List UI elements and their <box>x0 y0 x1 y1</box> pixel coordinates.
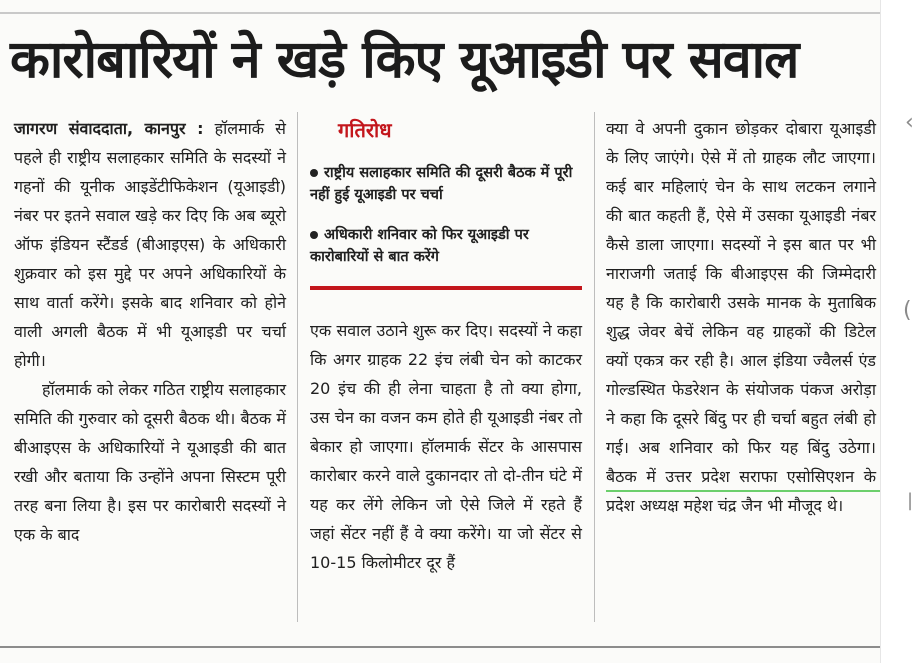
sidebar-red-rule <box>310 286 582 290</box>
bullet-icon <box>310 231 318 239</box>
byline: जागरण संवाददाता, कानपुर : <box>14 119 204 138</box>
article-column-3 <box>606 114 876 520</box>
headline: कारोबारियों ने खड़े किए यूआइडी पर सवाल <box>10 30 799 90</box>
article-column-1 <box>14 114 286 549</box>
sidebar-item-text: राष्ट्रीय सलाहकार समिति की दूसरी बैठक में पूरी नहीं हुई यूआइडी पर चर्चा <box>310 165 573 203</box>
paragraph-1-text: हॉलमार्क से पहले ही राष्ट्रीय सलाहकार समिति के सदस्यों ने गहनों की यूनीक आइडेंटीफिकेशन (यूआइडी) नंबर पर इतने सवाल खड़े कर दिए कि अब ब्यूरो ऑफ इंडियन स्टैंडर्ड (बीआइएस) के अधिकारी शुक्रवार को इस मुद्दे पर अपने अधिकारियों के साथ वार्ता करेंगे। इसके बाद शनिवार को होने वाली अगली बैठक में भी यूआइडी पर चर्चा होगी। <box>14 119 286 370</box>
column-divider <box>594 112 595 622</box>
sidebar-item-text: अधिकारी शनिवार को फिर यूआइडी पर कारोबारियों से बात करेंगे <box>310 227 529 265</box>
highlight-underline <box>606 490 880 492</box>
top-divider <box>0 12 880 14</box>
bullet-icon <box>310 169 318 177</box>
sidebar-item <box>310 224 582 268</box>
article-column-2 <box>310 316 582 577</box>
partial-glyph-icon: | <box>907 490 914 511</box>
sidebar-item <box>310 162 582 206</box>
column-2-text: एक सवाल उठाने शुरू कर दिए। सदस्यों ने कहा कि अगर ग्राहक 22 इंच लंबी चेन को काटकर 20 इंच की ही लेना चाहता है तो क्या होगा, उस चेन का वजन कम होते ही यूआइडी नंबर तो बेकार हो जाएगा। हॉलमार्क सेंटर के आसपास कारोबार करने वाले दुकानदार तो दो-तीन घंटे में यह कर लेंगे लेकिन जो ऐसे जिले में रहते हैं जहां सेंटर नहीं हैं वे क्या करेंगे। या जो सेंटर से 10-15 किलोमीटर दूर हैं <box>310 321 582 572</box>
sidebar-box <box>310 112 582 297</box>
paragraph-2: हॉलमार्क को लेकर गठित राष्ट्रीय सलाहकार समिति की गुरुवार को दूसरी बैठक थी। बैठक में बीआइएस के अधिकारियों ने यूआइडी की बात रखी और बताया कि उन्होंने अपना सिस्टम पूरी तरह बना लिया है। इस पर कारोबारी सदस्यों ने एक के बाद <box>14 380 286 544</box>
column-divider <box>297 112 298 622</box>
column-3-text: क्या वे अपनी दुकान छोड़कर दोबारा यूआइडी के लिए जाएंगे। ऐसे में तो ग्राहक लौट जाएगा। कई बार महिलाएं चेन के साथ लटकन लगाने की बात कहती हैं, ऐसे में उसका यूआइडी नंबर कैसे डाला जाएगा। सदस्यों ने इस बात पर भी नाराजगी जताई कि बीआइएस की जिम्मेदारी यह है कि कारोबारी उसके मानक के मुताबिक शुद्ध जेवर बेचें लेकिन वह ग्राहकों की डिटेल क्यों एकत्र कर रही है। आल इंडिया ज्वैलर्स एंड गोल्डस्थित फेडरेशन के संयोजक पंकज अरोड़ा ने कहा कि दूसरे बिंदु पर ही चर्चा बहुत लंबी हो गई। अब शनिवार को फिर यह बिंदु उठेगा। बैठक में उत्तर प्रदेश सराफा एसोसिएशन के प्रदेश अध्यक्ष महेश चंद्र जैन भी मौजूद थे। <box>606 119 876 515</box>
adjacent-page-edge <box>880 0 920 663</box>
partial-glyph-icon: ( <box>903 298 912 323</box>
sidebar-label: गतिरोध <box>338 118 392 142</box>
bottom-divider <box>0 646 880 648</box>
paragraph-1 <box>14 114 286 375</box>
chevron-left-icon: ‹ <box>905 110 914 135</box>
